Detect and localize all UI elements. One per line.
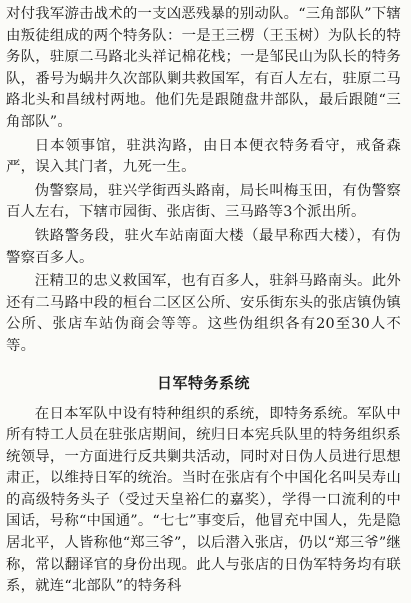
document-body-top — [6, 4, 401, 358]
paragraph-puppet-police-bureau: 伪警察局，驻兴学街西头路南，局长叫梅玉田，有伪警察百人左右，下辖市园街、张店街、三马路等3个派出所。 — [6, 182, 401, 221]
section-heading: 日军特务系统 — [156, 373, 250, 392]
paragraph-sanjiao-budui: 对付我军游击战术的一支凶恶残暴的别动队。“三角部队”下辖由叛徒组成的两个特务队：一是王三楞（王玉树）为队长的特务队，驻原二马路北头祥记棉花栈；一是邹民山为队长的特务队，番号为蜗井久次部队剿共救国军，有百人左右，驻原二马路北头和昌绒村两地。他们先是跟随盘井部队，最后跟随“三角部队”。 — [6, 6, 401, 130]
paragraph-zhongyi-army: 汪精卫的忠义救国军，也有百多人，驻斜马路南头。此外还有二马路中段的桓台二区区公所、安乐街东头的张店镇伪镇公所、张店车站伪商会等等。这些伪组织各有20至30人不等。 — [6, 273, 401, 354]
paragraph-japanese-consulate: 日本领事馆，驻洪沟路，由日本便衣特务看守，戒备森严，误入其门者，九死一生。 — [6, 137, 401, 176]
document-body-bottom — [6, 404, 401, 598]
paragraph-railway-police: 铁路警务段，驻火车站南面大楼（最早称西大楼），有伪警察百多人。 — [6, 227, 401, 266]
paragraph-special-agent-system: 在日本军队中设有特种组织的系统，即特务系统。军队中所有特工人员在驻张店期间，统归日本宪兵队里的特务组织系统领导，一方面进行反共剿共活动，同时对日伪人员进行思想肃正，以维持日军的统治。当时在张店有个中国化名叫吴寿山的高级特务头子（受过天皇裕仁的嘉奖），学得一口流利的中国话，号称“中国通”。“七七”事变后，他冒充中国人，先是隐居北平，人皆称他“郑三爷”，以后潜入张店，仍以“郑三爷”继称，常以翻译官的身份出现。此人与张店的日伪军特务均有联系，就连“北部队”的特务科 — [6, 405, 401, 595]
